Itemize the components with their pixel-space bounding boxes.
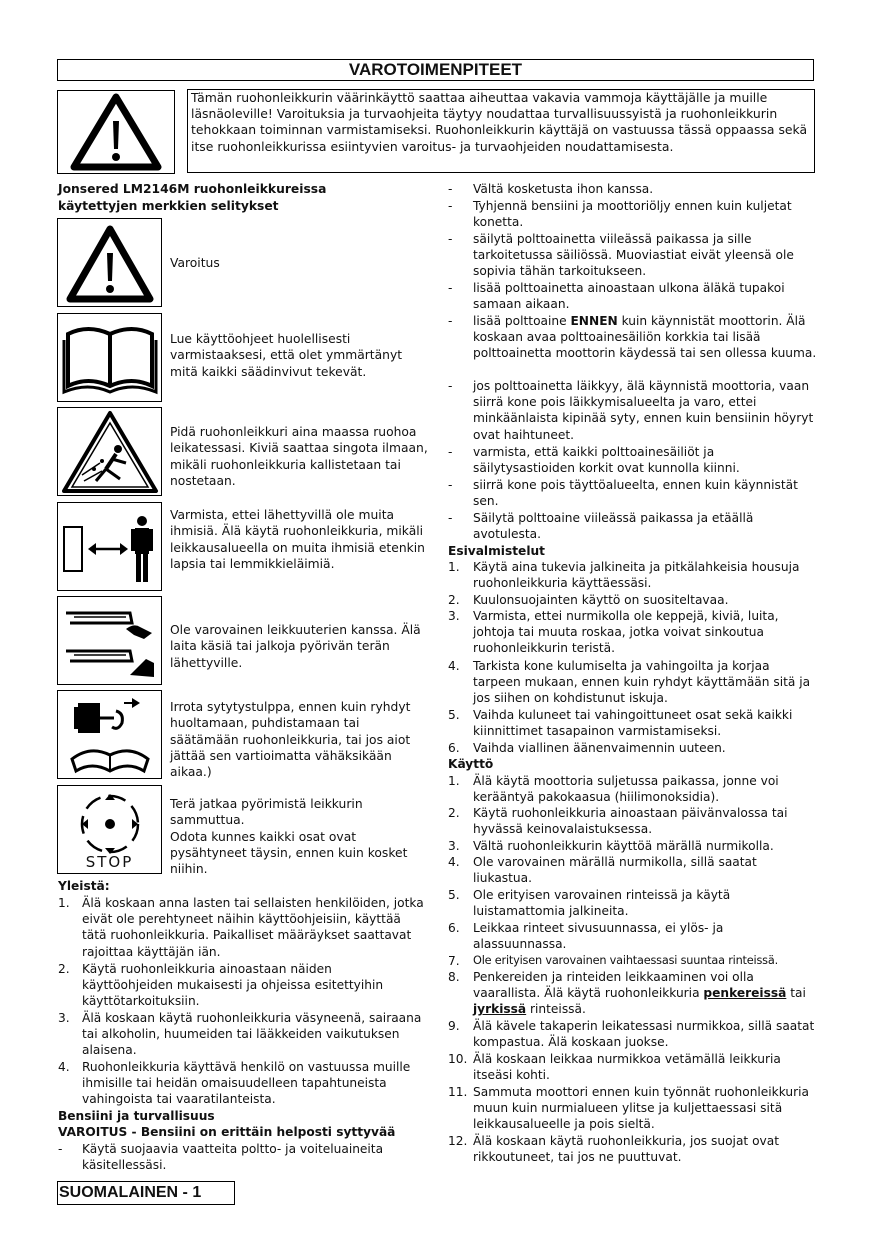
- item-text: Älä koskaan leikkaa nurmikkoa vetämällä leikkuria itseäsi kohti.: [473, 1052, 781, 1083]
- item-text: siirrä kone pois täyttöalueelta, ennen kuin käynnistät sen.: [473, 478, 798, 509]
- item-text: lisää polttoainetta ainoastaan ulkona äläkä tupakoi samaan aikaan.: [473, 281, 785, 312]
- item-text-emphasis: ENNEN: [570, 314, 618, 328]
- warning-triangle-icon: [60, 221, 160, 305]
- item-text: Kuulonsuojainten käyttö on suositeltavaa.: [473, 593, 729, 607]
- item-number: 5.: [448, 888, 460, 902]
- item-text: Älä käytä moottoria suljetussa paikassa, jonne voi kerääntyä pakokaasua (hiilimonoksidia).: [473, 774, 779, 805]
- item-text-part: Penkereiden ja rinteiden leikkaaminen voi olla vaarallista. Älä käytä ruohonleikkuria: [473, 970, 754, 1001]
- list-item: [448, 559, 818, 591]
- list-item: [448, 444, 818, 476]
- symbol-text: [170, 796, 428, 877]
- list-item: [448, 510, 818, 542]
- item-number: 2.: [448, 593, 460, 607]
- list-item: [448, 707, 818, 739]
- symbol-stones: [57, 407, 162, 496]
- item-text-part: lisää polttoaine: [473, 314, 571, 328]
- list-item: [448, 658, 818, 707]
- warning-triangle-icon: [58, 91, 174, 173]
- list-item: [448, 854, 818, 886]
- use-heading: Käyttö: [448, 757, 494, 771]
- item-number: 12.: [448, 1134, 468, 1148]
- item-text-part: rinteissä.: [526, 1002, 586, 1017]
- symbol-stop: [57, 785, 162, 874]
- symbol-text-line: Odota kunnes kaikki osat ovat pysähtyneet täysin, ennen kuin kosket niihin.: [170, 829, 408, 877]
- item-bullet: -: [448, 478, 453, 492]
- item-bullet: -: [448, 445, 453, 459]
- list-item: [448, 1051, 818, 1083]
- list-item: [448, 805, 818, 837]
- list-item: [448, 280, 818, 312]
- keep-distance-icon: [60, 505, 160, 589]
- item-text: Vältä kosketusta ihon kanssa.: [473, 182, 654, 196]
- symbol-warning: [57, 218, 162, 307]
- item-number: 4.: [58, 1060, 70, 1074]
- symbol-distance: [57, 502, 162, 591]
- item-text-part: tai: [786, 986, 806, 1001]
- item-text: Älä koskaan anna lasten tai sellaisten henkilöiden, jotka eivät ole perehtyneet näihin käyttöohjeisiin, käyttää tätä ruohonleikkuria. Paikalliset määräykset saattavat rajoittaa käyttäjän iän.: [82, 896, 424, 959]
- list-item: [448, 1133, 818, 1165]
- list-item: [58, 961, 424, 1010]
- item-number: 10.: [448, 1052, 468, 1066]
- stop-blade-icon: [65, 790, 155, 856]
- list-item: [448, 198, 818, 230]
- item-bullet: -: [448, 314, 453, 328]
- item-number: 6.: [448, 921, 460, 935]
- list-item: [58, 1010, 424, 1059]
- item-number: 2.: [58, 962, 70, 976]
- fuel-heading: Bensiini ja turvallisuus: [58, 1109, 215, 1123]
- item-text: Älä koskaan käytä ruohonleikkuria väsyneenä, sairaana tai alkoholin, huumeiden tai lääkkeiden vaikutuksen alaisena.: [82, 1011, 422, 1058]
- item-number: 1.: [448, 560, 460, 574]
- item-number: 3.: [58, 1011, 70, 1025]
- item-bullet: -: [448, 232, 453, 246]
- page-footer: SUOMALAINEN - 1: [57, 1181, 235, 1205]
- item-number: 1.: [58, 896, 70, 910]
- list-item: [448, 838, 818, 854]
- general-heading: Yleistä:: [58, 879, 110, 893]
- item-text: Tyhjennä bensiini ja moottoriöljy ennen kuin kuljetat konetta.: [473, 199, 792, 230]
- symbol-blade: [57, 596, 162, 685]
- list-item: [58, 895, 424, 960]
- open-book-icon: [60, 316, 160, 400]
- item-text: Varmista, ettei nurmikolla ole keppejä, kiviä, luita, johtoja tai muuta roskaa, jotka voivat sinkoutua ruohonleikkurin teristä.: [473, 609, 779, 656]
- intro-warning-box: [57, 90, 175, 174]
- prep-heading: Esivalmistelut: [448, 544, 546, 558]
- intro-text: Tämän ruohonleikkurin väärinkäyttö saattaa aiheuttaa vakavia vammoja käyttäjälle ja muille läsnäoleville! Varoituksia ja turvaohjeita täytyy noudattaa turvallisuussyistä ja ruohonleikkurin tehokkaan toiminnan varmistamiseksi. Ruohonleikkurin käyttäjä on vastuussa tässä oppaassa sekä itse ruohonleikkurissa esiintyvien varoitus- ja turvaohjeiden noudattamisesta.: [187, 89, 815, 173]
- item-text: [473, 969, 818, 1018]
- list-item: [448, 1084, 818, 1133]
- item-bullet: -: [448, 199, 453, 213]
- item-text: Sammuta moottori ennen kuin työnnät ruohonleikkuria muun kuin nurmialueen ylitse ja kuljettaessasi sitä leikkausalueelle ja pois sieltä.: [473, 1085, 810, 1132]
- list-item: [448, 313, 818, 362]
- symbol-text: Pidä ruohonleikkuri aina maassa ruohoa leikatessasi. Kiviä saattaa singota ilmaan, mikäli ruohonleikkuria kallistetaan tai nostetaan.: [170, 425, 428, 488]
- list-item: [448, 953, 818, 969]
- item-number: 3.: [448, 839, 460, 853]
- list-item: [448, 181, 818, 197]
- item-bullet: -: [58, 1142, 63, 1156]
- item-text: jos polttoainetta läikkyy, älä käynnistä moottoria, vaan siirrä kone pois läikkymisalueelta ja varo, ettei minkäänlaista kipinää syty, ennen kuin bensiinin höyryt ovat haihtuneet.: [473, 379, 814, 442]
- symbol-text: Irrota sytytystulppa, ennen kuin ryhdyt huoltamaan, puhdistamaan tai säätämään ruohonleikkuria, tai jos aiot jättää sen vartioimatta vähäksikään aikaa.): [170, 700, 411, 780]
- symbol-manual: [57, 313, 162, 402]
- item-text: Tarkista kone kulumiselta ja vahingoilta ja korjaa tarpeen mukaan, ennen kuin ryhdyt käyttämään sitä ja jos siihen on kohdistunut iskuja.: [473, 659, 811, 706]
- list-item: [448, 887, 818, 919]
- item-text-emphasis: penkereissä: [703, 986, 787, 1001]
- item-text-part: kuin käynnistät moottorin. Älä koskaan avaa polttoainesäiliön korkkia tai lisää polttoainetta moottorin käydessä tai sen ollessa kuuma.: [473, 314, 817, 361]
- item-number: 4.: [448, 855, 460, 869]
- symbol-text-line: Terä jatkaa pyörimistä leikkurin sammuttua.: [170, 797, 363, 828]
- stop-label: STOP: [85, 852, 134, 871]
- list-item: [58, 1141, 424, 1173]
- item-bullet: -: [448, 379, 453, 393]
- item-number: 3.: [448, 609, 460, 623]
- item-text: Ole erityisen varovainen vaihtaessasi suuntaa rinteissä.: [473, 954, 778, 967]
- list-item: [448, 740, 818, 756]
- symbol-sparkplug: [57, 690, 162, 779]
- list-item: [448, 608, 818, 657]
- symbols-heading: Jonsered LM2146M ruohonleikkureissa käytettyjen merkkien selitykset: [58, 182, 327, 213]
- flying-stones-icon: [60, 409, 160, 495]
- item-number: 6.: [448, 741, 460, 755]
- fuel-warning: VAROITUS - Bensiini on erittäin helposti syttyvää: [58, 1125, 396, 1139]
- item-text: Säilytä polttoaine viileässä paikassa ja etäällä avotulesta.: [473, 511, 754, 542]
- item-text: varmista, että kaikki polttoainesäiliöt ja säilytysastioiden korkit ovat kunnolla kiinni.: [473, 445, 740, 476]
- item-text: Ole varovainen märällä nurmikolla, sillä saatat liukastua.: [473, 855, 757, 886]
- item-number: 4.: [448, 659, 460, 673]
- blade-hand-icon: [60, 599, 160, 683]
- item-number: 5.: [448, 708, 460, 722]
- item-number: 8.: [448, 970, 460, 984]
- item-text: Käytä ruohonleikkuria ainoastaan päivänvalossa tai hyvässä keinovalaistuksessa.: [473, 806, 788, 837]
- item-text: Käytä suojaavia vaatteita poltto- ja voiteluaineita käsitellessäsi.: [82, 1142, 384, 1173]
- symbol-text: Ole varovainen leikkuuterien kanssa. Älä laita käsiä tai jalkoja pyörivän terän lähettyville.: [170, 623, 421, 670]
- item-number: 9.: [448, 1019, 460, 1033]
- item-text: Älä koskaan käytä ruohonleikkuria, jos suojat ovat rikkoutuneet, tai jos ne puuttuvat.: [473, 1134, 779, 1165]
- item-text-emphasis: jyrkissä: [473, 1002, 527, 1017]
- list-item: [448, 773, 818, 805]
- item-number: 11.: [448, 1085, 468, 1099]
- list-item: [448, 378, 818, 443]
- list-item: [448, 1018, 818, 1050]
- item-text: Ole erityisen varovainen rinteissä ja käytä luistamattomia jalkineita.: [473, 888, 731, 919]
- list-item: [448, 477, 818, 509]
- item-text: Älä kävele takaperin leikatessasi nurmikkoa, sillä saatat kompastua. Älä koskaan juokse.: [473, 1019, 815, 1050]
- item-text: Käytä aina tukevia jalkineita ja pitkälahkeisia housuja ruohonleikkuria käyttäessäsi.: [473, 560, 800, 591]
- item-number: 7.: [448, 954, 460, 968]
- spark-plug-icon: [60, 693, 160, 777]
- item-bullet: -: [448, 182, 453, 196]
- item-number: 1.: [448, 774, 460, 788]
- item-text: Leikkaa rinteet sivusuunnassa, ei ylös- ja alassuunnassa.: [473, 921, 724, 952]
- symbol-text: Varoitus: [170, 256, 220, 270]
- list-item: [448, 969, 818, 1018]
- item-text: [473, 313, 818, 362]
- item-text: Käytä ruohonleikkuria ainoastaan näiden käyttöohjeiden mukaisesti ja ohjeissa esitettyihin käyttötarkoituksiin.: [82, 962, 384, 1009]
- page-title: VAROTOIMENPITEET: [57, 59, 814, 81]
- list-item: [58, 1059, 424, 1108]
- symbol-text: Varmista, ettei lähettyvillä ole muita ihmisiä. Älä käytä ruohonleikkuria, mikäli leikkausalueella on muita ihmisiä etenkin lapsia tai lemmikkieläimiä.: [170, 508, 425, 571]
- item-bullet: -: [448, 281, 453, 295]
- item-text: Ruohonleikkuria käyttävä henkilö on vastuussa muille ihmisille tai heidän omaisuudelleen tapahtuneista vahingoista tai vaaratilanteista.: [82, 1060, 411, 1107]
- list-item: [448, 920, 818, 952]
- list-item: [448, 231, 818, 280]
- list-item: [448, 592, 818, 608]
- item-number: 2.: [448, 806, 460, 820]
- item-text: Vältä ruohonleikkurin käyttöä märällä nurmikolla.: [473, 839, 774, 853]
- item-text: Vaihda kuluneet tai vahingoittuneet osat sekä kaikki kiinnittimet tasapainon varmistamiseksi.: [473, 708, 793, 739]
- item-text: säilytä polttoainetta viileässä paikassa ja sille tarkoitetussa säiliössä. Muoviastiat eivät yleensä ole sopivia tähän tarkoitukseen.: [473, 232, 794, 279]
- item-text: Vaihda viallinen äänenvaimennin uuteen.: [473, 741, 726, 755]
- symbol-text: Lue käyttöohjeet huolellisesti varmistaaksesi, että olet ymmärtänyt mitä kaikki säädinvivut tekevät.: [170, 332, 403, 379]
- item-bullet: -: [448, 511, 453, 525]
